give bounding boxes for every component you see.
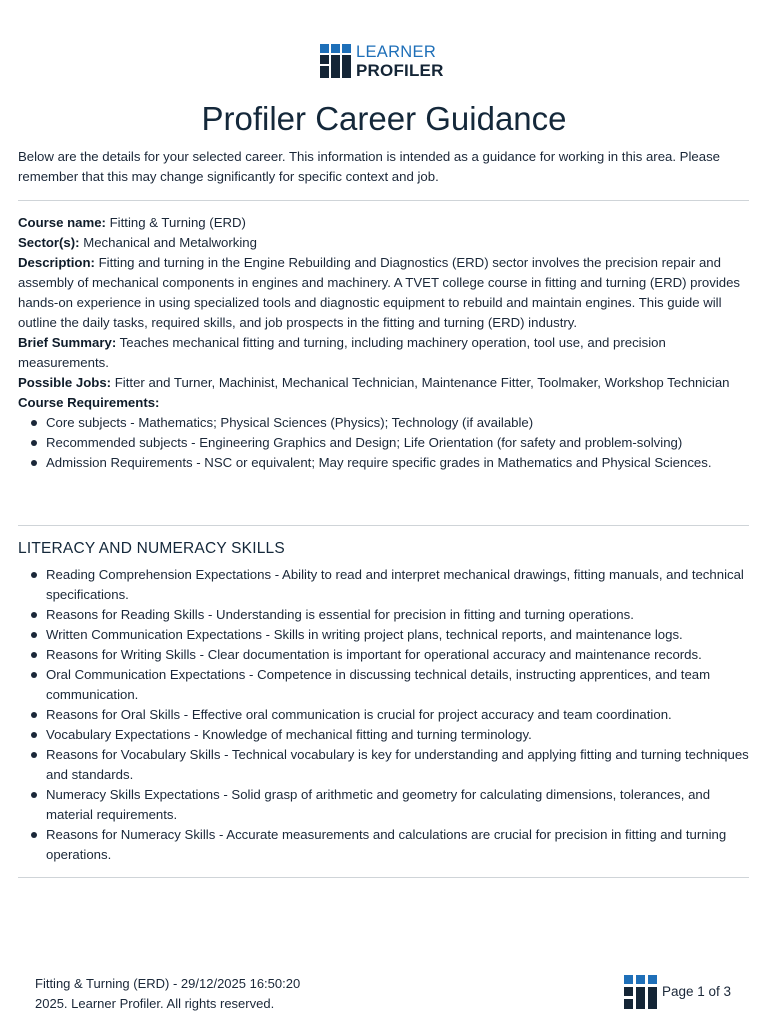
divider bbox=[18, 525, 749, 526]
skills-list bbox=[18, 565, 753, 865]
list-item: Reasons for Vocabulary Skills - Technical vocabulary is key for understanding and applying fitting and turning techniques and standards. bbox=[18, 745, 753, 785]
list-item: Core subjects - Mathematics; Physical Sciences (Physics); Technology (if available) bbox=[18, 413, 753, 433]
page-title: Profiler Career Guidance bbox=[201, 100, 567, 137]
list-item: Reading Comprehension Expectations - Ability to read and interpret mechanical drawings, fitting manuals, and technical specifications. bbox=[18, 565, 753, 605]
logo-text-learner: LEARNER bbox=[356, 43, 437, 61]
list-item: Reasons for Reading Skills - Understanding is essential for precision in fitting and turning operations. bbox=[18, 605, 753, 625]
course-name-value: Fitting & Turning (ERD) bbox=[109, 215, 246, 230]
logo-text-profiler: PROFILER bbox=[356, 60, 444, 80]
list-item: Numeracy Skills Expectations - Solid grasp of arithmetic and geometry for calculating dimensions, tolerances, and material requirements. bbox=[18, 785, 753, 825]
requirements-label: Course Requirements: bbox=[18, 395, 160, 410]
learner-profiler-logo-icon bbox=[320, 44, 351, 78]
footer-text bbox=[35, 974, 300, 1014]
list-item: Recommended subjects - Engineering Graphics and Design; Life Orientation (for safety and problem-solving) bbox=[18, 433, 753, 453]
skills-section-heading: LITERACY AND NUMERACY SKILLS bbox=[18, 540, 285, 557]
page-number: Page 1 of 3 bbox=[662, 984, 732, 999]
sectors-row bbox=[18, 233, 753, 253]
course-details bbox=[18, 213, 753, 473]
intro-paragraph: Below are the details for your selected career. This information is intended as a guidance for working in this area. Please remember that this may change significantly for specific context and job. bbox=[18, 149, 721, 184]
list-item: Reasons for Oral Skills - Effective oral communication is crucial for project accuracy and team coordination. bbox=[18, 705, 753, 725]
jobs-row bbox=[18, 373, 753, 393]
list-item: Oral Communication Expectations - Competence in discussing technical details, instructing apprentices, and team communication. bbox=[18, 665, 753, 705]
description-value: Fitting and turning in the Engine Rebuilding and Diagnostics (ERD) sector involves the precision repair and assembly of mechanical components in engines and machinery. A TVET college course in fitting and turning (ERD) provides hands-on experience in using specialized tools and diagnostic equipment to rebuild and maintain engines. This guide will outline the daily tasks, required skills, and job prospects in the fitting and turning (ERD) industry. bbox=[18, 255, 741, 330]
course-name-label: Course name: bbox=[18, 215, 106, 230]
skills-section bbox=[18, 565, 753, 865]
list-item: Admission Requirements - NSC or equivalent; May require specific grades in Mathematics and Physical Sciences. bbox=[18, 453, 753, 473]
summary-label: Brief Summary: bbox=[18, 335, 117, 350]
summary-value: Teaches mechanical fitting and turning, including machinery operation, tool use, and precision measurements. bbox=[18, 335, 666, 370]
list-item: Reasons for Numeracy Skills - Accurate measurements and calculations are crucial for precision in fitting and turning operations. bbox=[18, 825, 753, 865]
header-logo bbox=[320, 44, 444, 79]
footer-course-timestamp: Fitting & Turning (ERD) - 29/12/2025 16:50:20 bbox=[35, 976, 301, 991]
list-item: Vocabulary Expectations - Knowledge of mechanical fitting and turning terminology. bbox=[18, 725, 753, 745]
divider bbox=[18, 877, 749, 878]
footer-copyright: 2025. Learner Profiler. All rights reserved. bbox=[35, 996, 275, 1011]
description-row bbox=[18, 253, 753, 333]
description-label: Description: bbox=[18, 255, 95, 270]
divider bbox=[18, 200, 749, 201]
jobs-label: Possible Jobs: bbox=[18, 375, 112, 390]
footer-logo-icon bbox=[624, 975, 657, 1009]
sectors-value: Mechanical and Metalworking bbox=[83, 235, 257, 250]
jobs-value: Fitter and Turner, Machinist, Mechanical Technician, Maintenance Fitter, Toolmaker, Workshop Technician bbox=[114, 375, 730, 390]
list-item: Reasons for Writing Skills - Clear documentation is important for operational accuracy and maintenance records. bbox=[18, 645, 753, 665]
course-name-row bbox=[18, 213, 753, 233]
requirements-list bbox=[18, 413, 753, 473]
summary-row bbox=[18, 333, 753, 373]
sectors-label: Sector(s): bbox=[18, 235, 80, 250]
requirements-row bbox=[18, 393, 753, 413]
list-item: Written Communication Expectations - Skills in writing project plans, technical reports, and maintenance logs. bbox=[18, 625, 753, 645]
